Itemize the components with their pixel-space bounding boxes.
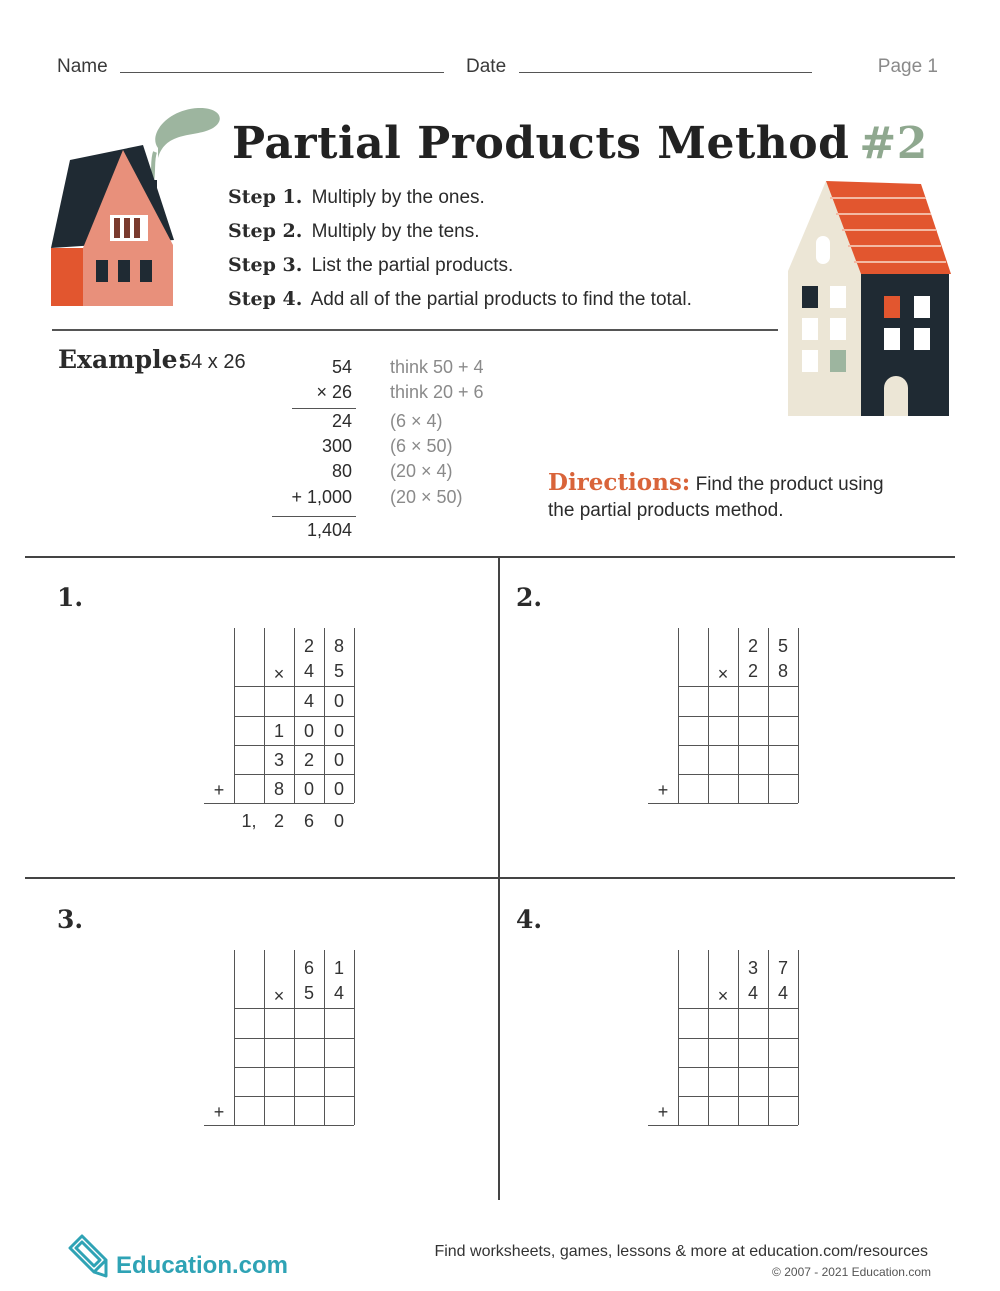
multiplicand-digit: 2	[747, 636, 758, 656]
education-logo-text[interactable]: Education.com	[116, 1252, 289, 1279]
example-divider	[272, 516, 356, 517]
example-think: think 20 + 6	[390, 382, 484, 402]
footer-promo[interactable]: Find worksheets, games, lessons & more at education.com/resources	[434, 1243, 928, 1260]
education-logo-icon	[66, 1234, 112, 1278]
problem-grid	[204, 628, 354, 838]
example-label: Example:	[58, 345, 187, 374]
example-num: 24	[331, 411, 352, 431]
example-think: think 50 + 4	[390, 357, 484, 377]
grid-line	[798, 628, 799, 803]
grid-line	[204, 803, 354, 804]
times-sign: ×	[273, 986, 285, 1006]
section-divider	[25, 556, 955, 558]
partial-product-cell[interactable]: 2	[303, 750, 314, 770]
grid-line	[234, 1067, 354, 1068]
problem-grid	[204, 950, 354, 1160]
multiplier-digit: 4	[777, 983, 788, 1003]
multiplicand-digit: 2	[303, 636, 314, 656]
title-text: Partial Products Method	[232, 118, 850, 169]
name-label: Name	[57, 56, 108, 77]
partial-product-cell[interactable]: 3	[273, 750, 284, 770]
problem-number: 1.	[57, 583, 84, 612]
header-divider	[52, 329, 778, 331]
grid-line	[234, 686, 354, 687]
multiplicand-digit: 8	[333, 636, 344, 656]
step-3: Step 3. List the partial products.	[228, 254, 514, 276]
directions-text: Find the product using the partial products method.	[548, 474, 884, 521]
total-digit[interactable]: 2	[273, 811, 284, 831]
partial-product-cell[interactable]: 0	[303, 721, 314, 741]
plus-sign: +	[213, 780, 225, 800]
times-sign: ×	[273, 664, 285, 684]
grid-line	[354, 628, 355, 803]
problem-number: 4.	[516, 905, 543, 934]
section-divider	[498, 557, 500, 1200]
grid-line	[678, 716, 798, 717]
grid-line	[234, 745, 354, 746]
right-house-illustration	[786, 176, 956, 418]
example-divider	[292, 408, 356, 409]
multiplier-digit: 2	[747, 661, 758, 681]
grid-line	[234, 774, 354, 775]
times-sign: ×	[717, 664, 729, 684]
grid-line	[678, 1067, 798, 1068]
example-num: 80	[331, 461, 352, 481]
date-label: Date	[466, 56, 507, 77]
plus-sign: +	[657, 780, 669, 800]
date-field[interactable]	[519, 72, 812, 73]
left-house-illustration	[48, 100, 228, 310]
example-think: (20 × 50)	[390, 487, 463, 507]
partial-product-cell[interactable]: 8	[273, 779, 284, 799]
example-num: 54	[331, 357, 352, 377]
name-field[interactable]	[120, 72, 444, 73]
plus-sign: +	[657, 1102, 669, 1122]
multiplier-digit: 5	[303, 983, 314, 1003]
grid-line	[678, 1038, 798, 1039]
multiplier-digit: 4	[747, 983, 758, 1003]
example-num: × 26	[316, 382, 352, 402]
example-total: 1,404	[306, 520, 352, 540]
grid-line	[678, 774, 798, 775]
example-problem: 54 x 26	[180, 351, 246, 373]
directions	[548, 470, 908, 524]
example-num: + 1,000	[291, 487, 352, 507]
grid-line	[648, 1125, 798, 1126]
grid-line	[648, 803, 798, 804]
grid-line	[798, 950, 799, 1125]
partial-product-cell[interactable]: 0	[333, 691, 344, 711]
example-think: (20 × 4)	[390, 461, 453, 481]
multiplicand-digit: 6	[303, 958, 314, 978]
partial-product-cell[interactable]: 0	[303, 779, 314, 799]
multiplier-digit: 5	[333, 661, 344, 681]
step-2: Step 2. Multiply by the tens.	[228, 220, 480, 242]
steps-list	[228, 183, 692, 319]
problem-number: 2.	[516, 583, 543, 612]
total-digit[interactable]: 0	[333, 811, 344, 831]
multiplier-digit: 4	[333, 983, 344, 1003]
problem-number: 3.	[57, 905, 84, 934]
grid-line	[354, 950, 355, 1125]
grid-line	[234, 716, 354, 717]
partial-product-cell[interactable]: 4	[303, 691, 314, 711]
smoke-icon	[155, 108, 220, 158]
grid-line	[234, 1038, 354, 1039]
example-think: (6 × 4)	[390, 411, 443, 431]
page-number: Page 1	[877, 56, 938, 77]
section-divider	[25, 877, 955, 879]
grid-line	[678, 686, 798, 687]
grid-line	[678, 1096, 798, 1097]
times-sign: ×	[717, 986, 729, 1006]
partial-product-cell[interactable]: 0	[333, 721, 344, 741]
example-num: 300	[321, 436, 352, 456]
grid-line	[204, 1125, 354, 1126]
problem-grid	[648, 950, 798, 1160]
grid-line	[678, 745, 798, 746]
multiplier-digit: 4	[303, 661, 314, 681]
step-1: Step 1. Multiply by the ones.	[228, 186, 485, 208]
partial-product-cell[interactable]: 1	[273, 721, 284, 741]
plus-sign: +	[213, 1102, 225, 1122]
multiplicand-digit: 7	[777, 958, 788, 978]
partial-product-cell[interactable]: 0	[333, 779, 344, 799]
problem-grid	[648, 628, 798, 838]
title-number: #2	[859, 118, 928, 169]
total-digit[interactable]: 1,	[241, 811, 257, 831]
partial-product-cell[interactable]: 0	[333, 750, 344, 770]
total-digit[interactable]: 6	[303, 811, 314, 831]
multiplicand-digit: 1	[333, 958, 344, 978]
footer-copyright: © 2007 - 2021 Education.com	[772, 1265, 931, 1279]
multiplicand-digit: 5	[777, 636, 788, 656]
grid-line	[234, 1096, 354, 1097]
grid-line	[678, 1008, 798, 1009]
step-4: Step 4. Add all of the partial products to find the total.	[228, 288, 692, 310]
page-title	[232, 118, 928, 169]
multiplier-digit: 8	[777, 661, 788, 681]
multiplicand-digit: 3	[747, 958, 758, 978]
example-think: (6 × 50)	[390, 436, 453, 456]
grid-line	[234, 1008, 354, 1009]
directions-label: Directions:	[548, 469, 691, 496]
